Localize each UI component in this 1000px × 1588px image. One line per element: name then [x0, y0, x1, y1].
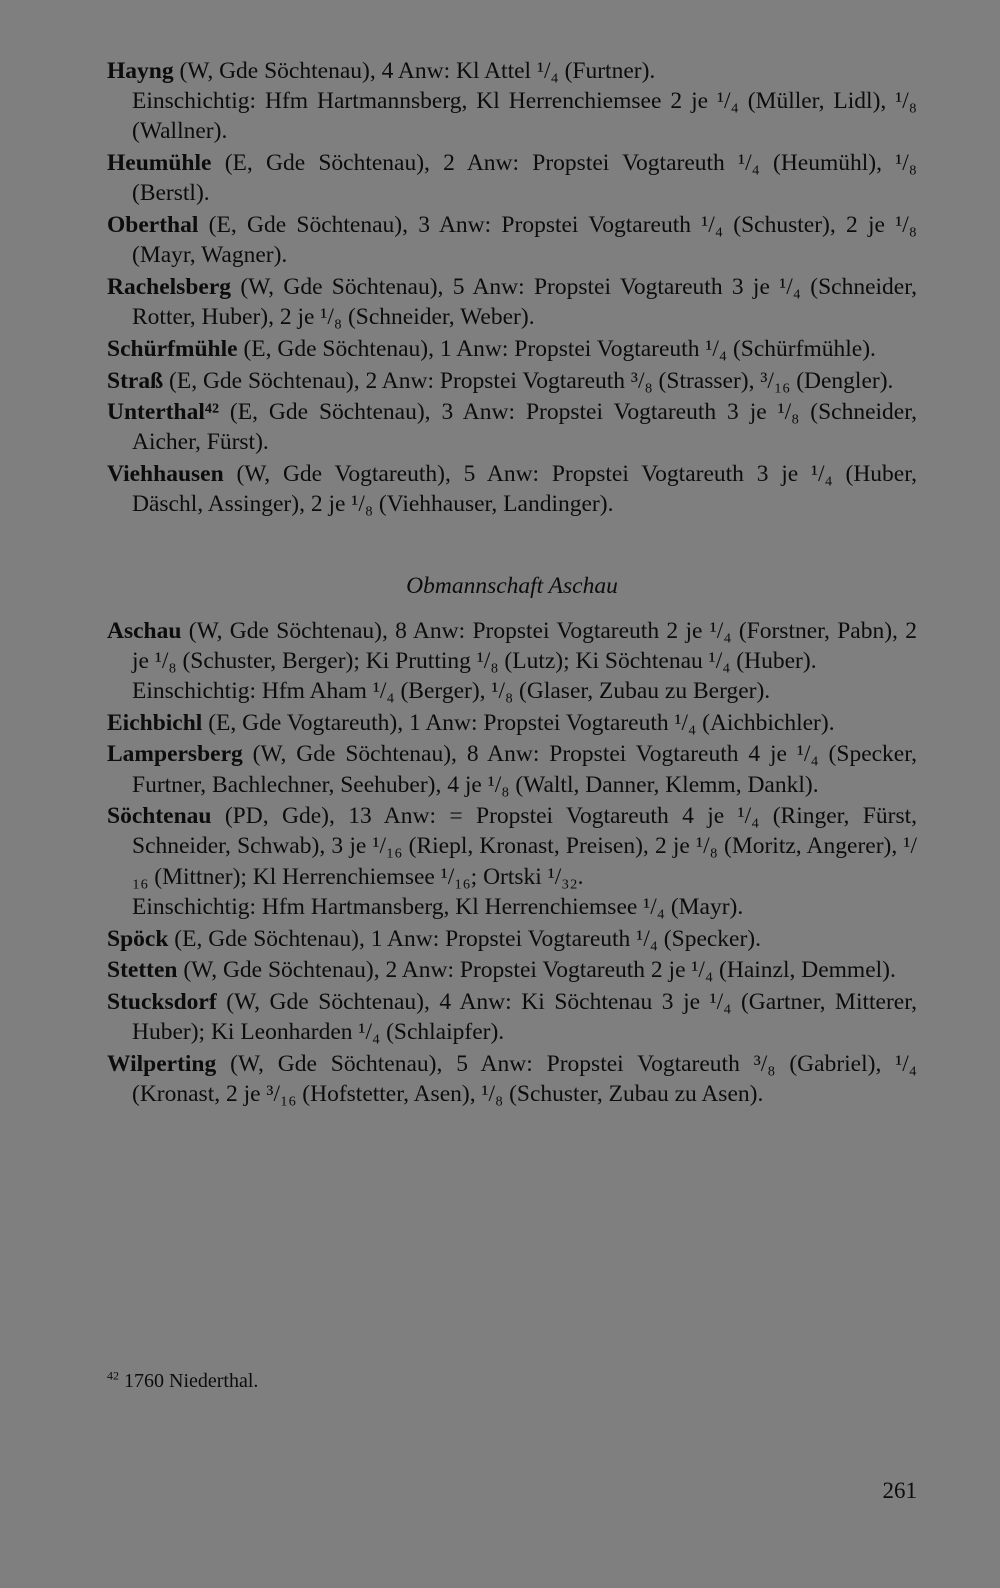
entry-list-top [107, 56, 917, 520]
section-heading: Obmannschaft Aschau [406, 572, 618, 599]
place-name: Stetten [107, 957, 178, 984]
place-description: (W, Gde Söchtenau), 4 Anw: Kl Attel ¹/₄ (Furtner). [173, 58, 656, 84]
place-name: Wilperting [107, 1050, 217, 1077]
place-note: Einschichtig: Hfm Aham ¹/₄ (Berger), ¹/₈ (Glaser, Zubau zu Berger). [132, 677, 771, 704]
place-entry [107, 987, 917, 1047]
footnote-text: 1760 Niederthal. [124, 1370, 259, 1392]
place-entry [107, 272, 917, 332]
place-description: (W, Gde Söchtenau), 2 Anw: Propstei Vogtareuth 2 je ¹/₄ (Hainzl, Demmel). [177, 957, 896, 984]
place-entry [107, 148, 917, 208]
place-entry [107, 924, 917, 954]
place-description: (E, Gde Söchtenau), 1 Anw: Propstei Vogtareuth ¹/₄ (Schürfmühle). [237, 335, 876, 362]
place-entry [107, 955, 917, 985]
place-description: (E, Gde Söchtenau), 2 Anw: Propstei Vogtareuth ³/₈ (Strasser), ³/₁₆ (Dengler). [163, 367, 894, 394]
place-description: (W, Gde Söchtenau), 5 Anw: Propstei Vogtareuth ³/₈ (Gabriel), ¹/₄ (Kronast, 2 je ³/₁₆ (Hofstetter, Asen), ¹/₈ (Schuster, Zubau zu Asen). [132, 1050, 917, 1108]
place-description: (W, Gde Vogtareuth), 5 Anw: Propstei Vogtareuth 3 je ¹/₄ (Huber, Däschl, Assinger), 2 je ¹/₈ (Viehhauser, Landinger). [132, 461, 917, 518]
place-name: Aschau [107, 617, 182, 644]
place-description: (W, Gde Söchtenau), 5 Anw: Propstei Vogtareuth 3 je ¹/₄ (Schneider, Rotter, Huber), 2 je ¹/₈ (Schneider, Weber). [132, 273, 917, 331]
place-entry [107, 1049, 917, 1109]
place-entry [107, 739, 917, 799]
place-name: Lampersberg [107, 741, 243, 768]
footnote [107, 1368, 258, 1394]
place-description: (W, Gde Söchtenau), 8 Anw: Propstei Vogtareuth 4 je ¹/₄ (Specker, Furtner, Bachlechner, Seehuber), 4 je ¹/₈ (Waltl, Danner, Klemm, Dankl). [132, 741, 917, 798]
place-name: Unterthal⁴² [107, 399, 219, 426]
place-note: Einschichtig: Hfm Hartmannsberg, Kl Herrenchiemsee 2 je ¹/₄ (Müller, Lidl), ¹/₈ (Wallner). [132, 88, 917, 145]
place-name: Heumühle [107, 150, 212, 177]
page-number: 261 [882, 1478, 917, 1503]
place-entry [107, 210, 917, 270]
place-note: Einschichtig: Hfm Hartmansberg, Kl Herrenchiemsee ¹/₄ (Mayr). [132, 893, 744, 920]
place-name: Eichbichl [107, 709, 203, 736]
place-name: Oberthal [107, 212, 199, 239]
place-entry [107, 334, 917, 364]
place-name: Straß [107, 367, 164, 394]
place-description: (W, Gde Söchtenau), 8 Anw: Propstei Vogtareuth 2 je ¹/₄ (Forstner, Pabn), 2 je ¹/₈ (Schuster, Berger); Ki Prutting ¹/₈ (Lutz); Ki Söchtenau ¹/₄ (Huber). [132, 617, 917, 674]
place-entry [107, 56, 917, 147]
main-text [107, 56, 917, 1111]
place-name: Stucksdorf [107, 988, 217, 1015]
place-entry [107, 397, 917, 457]
place-description: (E, Gde Söchtenau), 3 Anw: Propstei Vogtareuth ¹/₄ (Schuster), 2 je ¹/₈ (Mayr, Wagner). [132, 212, 917, 269]
place-entry [107, 366, 917, 396]
place-entry [107, 459, 917, 519]
place-description: (PD, Gde), 13 Anw: = Propstei Vogtareuth 4 je ¹/₄ (Ringer, Fürst, Schneider, Schwab), 3 je ¹/₁₆ (Riepl, Kronast, Preisen), 2 je ¹/₈ (Moritz, Angerer), ¹/₁₆ (Mittner); Kl Herrenchiemsee ¹/₁₆; Ortski ¹/₃₂. [132, 803, 917, 890]
place-description: (E, Gde Söchtenau), 2 Anw: Propstei Vogtareuth ¹/₄ (Heumühl), ¹/₈ (Berstl). [132, 150, 917, 207]
place-name: Rachelsberg [107, 273, 232, 300]
place-description: (W, Gde Söchtenau), 4 Anw: Ki Söchtenau 3 je ¹/₄ (Gartner, Mitterer, Huber); Ki Leonharden ¹/₄ (Schlaipfer). [132, 988, 917, 1046]
place-name: Spöck [107, 925, 169, 952]
place-entry [107, 801, 917, 922]
place-entry [107, 708, 917, 738]
place-description: (E, Gde Söchtenau), 1 Anw: Propstei Vogtareuth ¹/₄ (Specker). [168, 925, 762, 952]
footnote-mark: 42 [107, 1368, 119, 1383]
place-name: Viehhausen [107, 461, 224, 488]
place-name: Schürfmühle [107, 335, 238, 362]
place-description: (E, Gde Vogtareuth), 1 Anw: Propstei Vogtareuth ¹/₄ (Aichbichler). [202, 709, 835, 736]
place-description: (E, Gde Söchtenau), 3 Anw: Propstei Vogtareuth 3 je ¹/₈ (Schneider, Aicher, Fürst). [132, 399, 917, 456]
place-entry [107, 616, 917, 707]
place-name: Söchtenau [107, 803, 212, 830]
place-name: Hayng [107, 58, 174, 84]
entry-list-bottom [107, 616, 917, 1110]
